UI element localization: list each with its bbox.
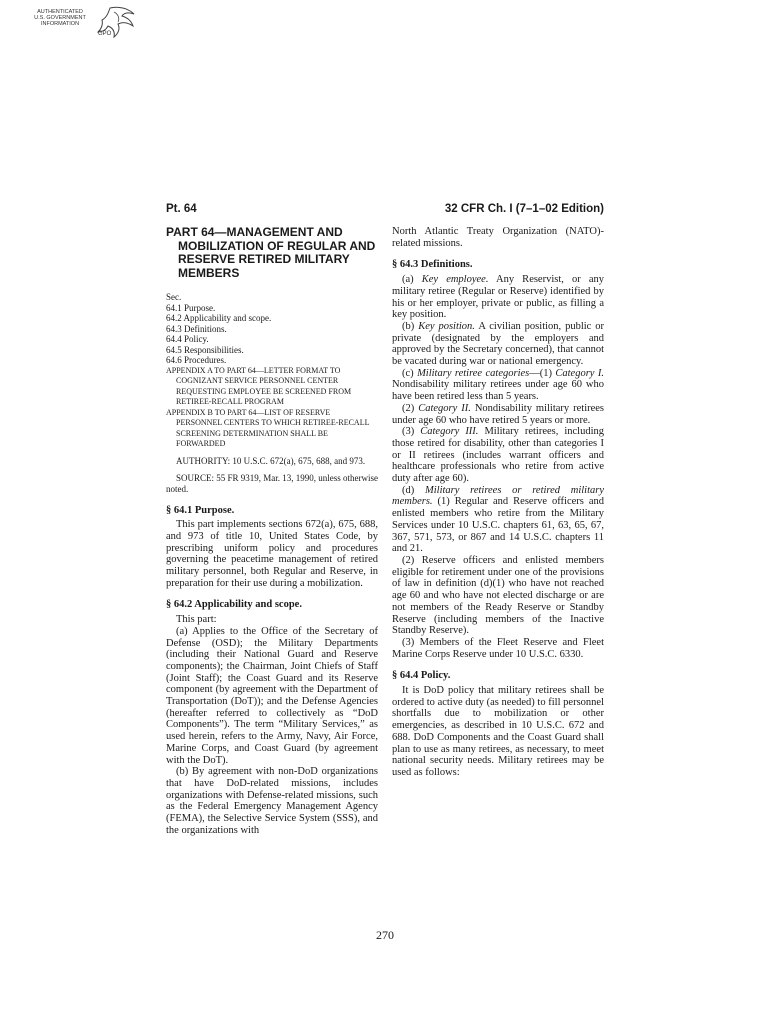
definition-text: Military retirees, including those retired for disability, other than categories I or II retirees (includes warrant officers and healthcare professionals who retire from active duty after age 60). [392,426,605,485]
toc-item: 64.3 Definitions. [166,323,227,334]
toc-sec-label: Sec. [166,292,182,302]
table-of-contents [166,292,378,450]
toc-appendix: APPENDIX B TO PART 64—LIST OF RESERVE PERSONNEL CENTERS TO WHICH RETIREE-RECALL SCREENING DETERMINATION SHALL BE FORWARDED [166,407,370,448]
paragraph: It is DoD policy that military retirees shall be ordered to active duty (as needed) to fill personnel shortfalls due to mobilization or other emergencies, as described in 10 U.S.C. 672 and 688. DoD Components and the Coast Guard shall plan to use as many retirees, as necessary, to meet national security needs. Military retirees may be used as follows: [392,685,604,778]
label: (3) [402,426,415,438]
source-note: SOURCE: 55 FR 9319, Mar. 13, 1990, unless otherwise noted. [166,472,379,494]
defined-term: Category II. [418,402,471,414]
paragraph: (b) By agreement with non-DoD organizations that have DoD-related missions, includes organizations with Defense-related missions, such as the Federal Emergency Management Agency (FEMA), the Selective Service System (SSS), and the organizations with [166,766,378,836]
gpo-authentication-seal [28,4,148,44]
logo-line: INFORMATION [40,21,80,27]
section-heading-64-2: § 64.2 Applicability and scope. [166,599,302,611]
part-title: PART 64—MANAGEMENT AND MOBILIZATION OF REGULAR AND RESERVE RETIRED MILITARY MEMBERS [166,225,376,280]
defined-term: Key employee. [421,274,489,286]
page-number: 270 [376,928,394,942]
section-heading-64-4: § 64.4 Policy. [392,670,451,682]
definition-text: A civilian position, public or private (designated by the employers and approved by the Secretary concerned), that cannot be vacated during war or national emergency. [392,320,605,368]
toc-item: 64.2 Applicability and scope. [166,313,272,323]
paragraph: (3) Members of the Fleet Reserve and Fleet Marine Corps Reserve under 10 U.S.C. 6330. [392,636,604,660]
defined-term: Military retirees or retired military members. [392,484,604,508]
definition-c [392,368,604,403]
section-heading-64-1: § 64.1 Purpose. [166,504,235,516]
definition-text: (1) Regular and Reserve officers and enlisted members who retire from the Military Services under 10 U.S.C. chapters 61, 63, 65, 67, 367, 571, 573, or 867 and 14 U.S.C. chapters 11 and 21. [392,496,605,555]
logo-line: U.S. GOVERNMENT [34,15,86,21]
toc-appendix: APPENDIX A TO PART 64—LETTER FORMAT TO COGNIZANT SERVICE PERSONNEL CENTER REQUESTING EMPLOYEE BE SCREENED FROM RETIREE-RECALL PROGRAM [166,365,352,406]
definition-text: Nondisability military retirees under age 60 who have been retired less than 5 years. [392,379,604,403]
definition-b [392,321,604,368]
label: (b) [402,320,415,332]
definition-d [392,485,604,555]
definition-c2 [392,403,604,426]
logo-line: AUTHENTICATED [37,9,83,15]
label: (2) [402,402,415,414]
logo-gpo: GPO [98,31,112,37]
paragraph: (2) Reserve officers and enlisted members eligible for retirement under one of the provisions of law in definition (d)(1) who have not reached age 60 and who have not elected discharge or are not members of the Ready Reserve or Standby Reserve (including members of the Inactive Standby Reserve). [392,554,604,637]
label: (c) [402,367,414,379]
defined-term: Category I. [555,367,604,379]
toc-item: 64.5 Responsibilities. [166,344,244,355]
defined-term: Military retiree categories [417,367,530,379]
running-header-right: 32 CFR Ch. I (7–1–02 Edition) [444,203,604,215]
definition-a [392,274,604,321]
definition-text: Any Reservist, or any military retiree (Regular or Reserve) identified by his or her employer, private or public, as filling a key position. [392,274,605,321]
definition-text: Nondisability military retirees under age 60 who have retired 5 years or more. [392,402,605,426]
label: (a) [402,274,414,286]
paragraph: This part: [176,614,217,626]
paragraph: (a) Applies to the Office of the Secretary of Defense (OSD); the Military Departments (including their National Guard and Reserve components); the Chairman, Joint Chiefs of Staff (Joint Staff); the Coast Guard and its Reserve component (by agreement with the Department of Transportation (DoT)); and the Defense Agencies (hereafter referred to collectively as “DoD Components”). The term “Military Services,” as used herein, refers to the Army, Navy, Air Force, Marine Corps, and Coast Guard (by agreement with the DoT). [166,625,378,766]
definition-c3 [392,426,604,485]
paragraph-continued: North Atlantic Treaty Organization (NATO)-related missions. [392,226,604,249]
label: —(1) [529,367,552,379]
left-column [166,226,378,836]
running-header-left: Pt. 64 [166,203,197,215]
section-heading-64-3: § 64.3 Definitions. [392,259,473,271]
defined-term: Category III. [420,426,479,438]
authority-note: AUTHORITY: 10 U.S.C. 672(a), 675, 688, and 973. [176,455,366,466]
paragraph: This part implements sections 672(a), 675, 688, and 973 of title 10, United States Code, by prescribing uniform policy and procedures governing the peacetime management of retired military personnel, both Regular and Reserve, in preparation for their use during a mobilization. [166,519,378,589]
right-column [392,226,604,779]
toc-item: 64.1 Purpose. [166,302,216,313]
defined-term: Key position. [418,320,475,332]
toc-item: 64.6 Procedures. [166,355,227,365]
toc-item: 64.4 Policy. [166,334,209,344]
label: (d) [402,484,415,496]
